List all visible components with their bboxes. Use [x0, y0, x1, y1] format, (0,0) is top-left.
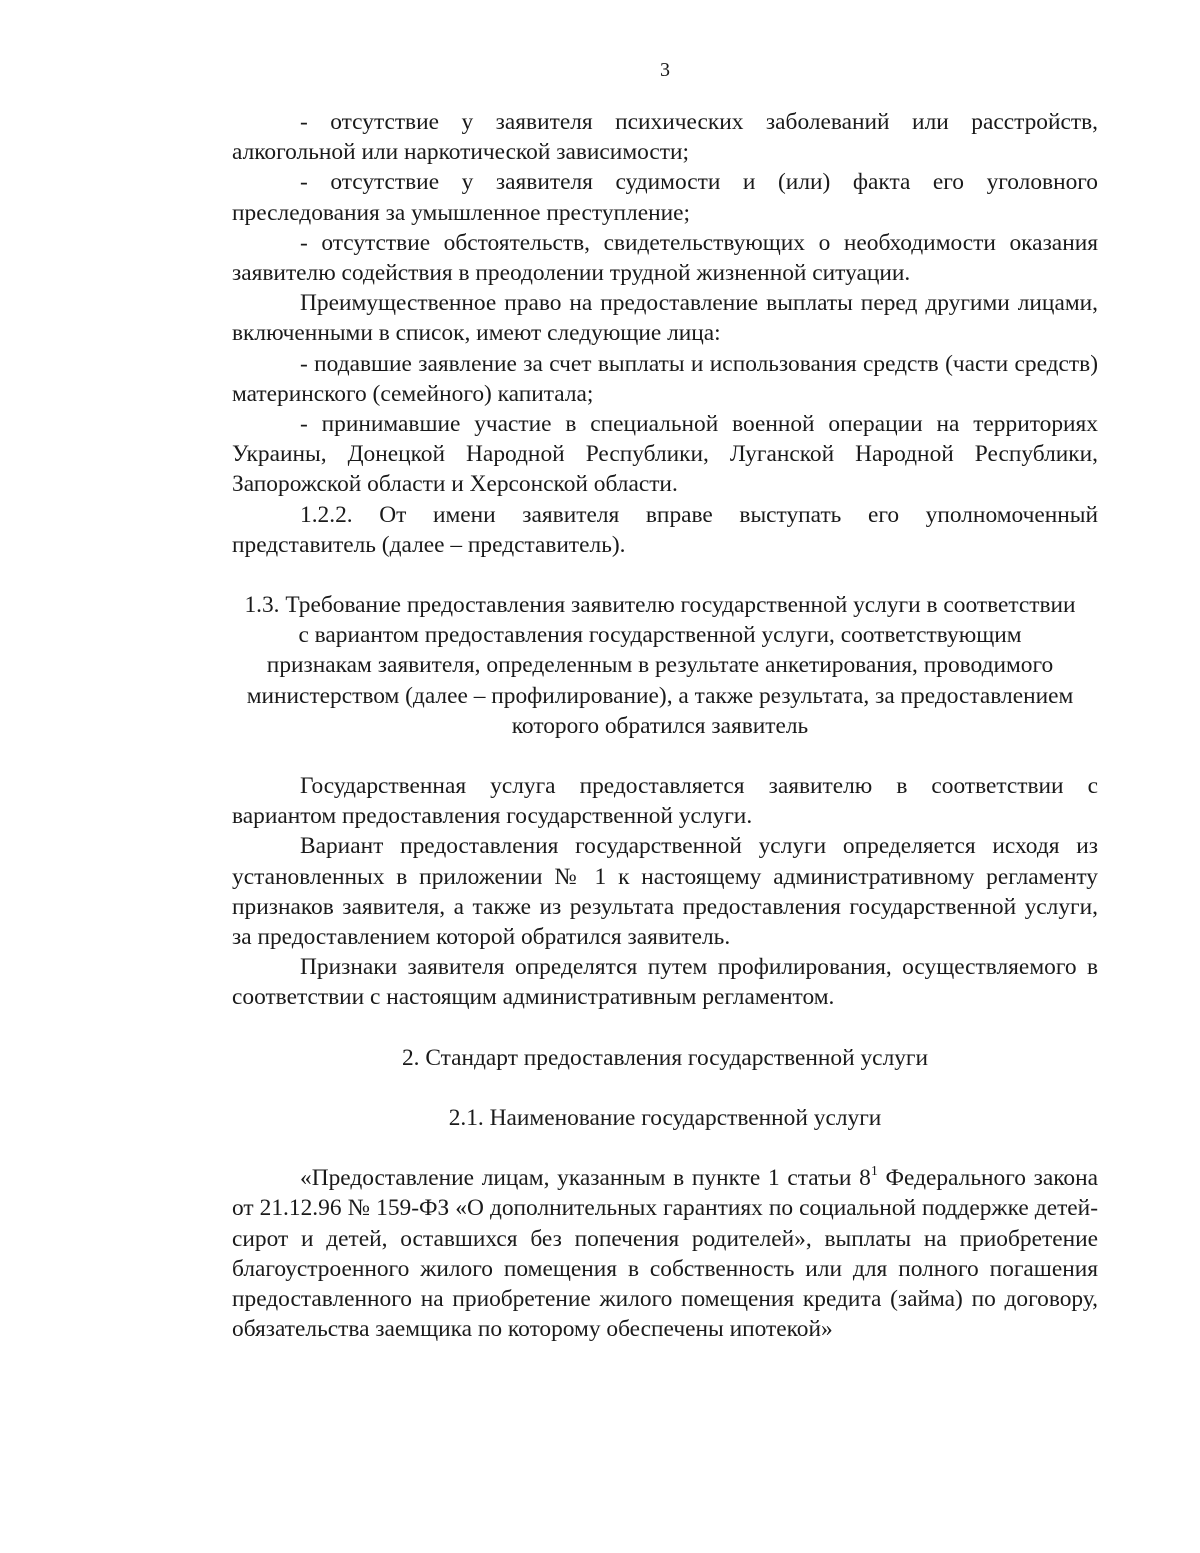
- document-body: [232, 107, 1098, 1344]
- section-heading-1-3: [232, 590, 1098, 741]
- service-name-superscript: 1: [870, 1164, 878, 1180]
- heading-section-2: 2. Стандарт предоставления государственной услуги: [401, 1044, 929, 1071]
- paragraph-representative: 1.2.2. От имени заявителя вправе выступать его уполномоченный представитель (далее – представитель).: [232, 501, 1098, 558]
- heading-1-3: 1.3. Требование предоставления заявителю государственной услуги в соответствии с вариантом предоставления государственной услуги, соответствующим признакам заявителя, определенным в результате анкетирования, проводимого министерством (далее – профилирование), а также результата, за предоставлением которого обратился заявитель: [244, 592, 1076, 739]
- paragraph-no-mental-illness: - отсутствие у заявителя психических заболеваний или расстройств, алкогольной или наркотической зависимости;: [232, 109, 1098, 166]
- paragraph-priority-right: Преимущественное право на предоставление выплаты перед другими лицами, включенными в список, имеют следующие лица:: [232, 290, 1098, 347]
- paragraph-applicant-criteria: Признаки заявителя определятся путем профилирования, осуществляемого в соответствии с настоящим административным регламентом.: [232, 954, 1098, 1011]
- heading-section-2-1: 2.1. Наименование государственной услуги: [448, 1104, 882, 1131]
- paragraph-no-hardship: - отсутствие обстоятельств, свидетельствующих о необходимости оказания заявителю содействия в преодолении трудной жизненной ситуации.: [232, 229, 1098, 287]
- service-name-part2: Федерального закона от 21.12.96 № 159-ФЗ «О дополнительных гарантиях по социальной поддержке детей-сирот и детей, оставшихся без попечения родителей», выплаты на приобретение благоустроенного жилого помещения в собственность или для полного погашения предоставленного на приобретение жилого помещения кредита (займа) по договору, обязательства заемщика по которому обеспечены ипотекой»: [232, 1165, 1098, 1343]
- paragraph-military-operation: - принимавшие участие в специальной военной операции на территориях Украины, Донецкой Народной Республики, Луганской Народной Республики, Запорожской области и Херсонской области.: [232, 411, 1098, 498]
- paragraph-service-name: [232, 1163, 1098, 1344]
- paragraph-service-variant: Государственная услуга предоставляется заявителю в соответствии с вариантом предоставления государственной услуги.: [232, 773, 1098, 830]
- service-name-part1: «Предоставление лицам, указанным в пункте 1 статьи 8: [300, 1165, 871, 1192]
- page-number: 3: [660, 59, 670, 81]
- paragraph-maternity-capital: - подавшие заявление за счет выплаты и использования средств (части средств) материнского (семейного) капитала;: [232, 350, 1098, 407]
- paragraph-variant-determination: Вариант предоставления государственной услуги определяется исходя из установленных в приложении № 1 к настоящему административному регламенту признаков заявителя, а также из результата предоставления государственной услуги, за предоставлением которой обратился заявитель.: [232, 833, 1098, 951]
- paragraph-no-criminal-record: - отсутствие у заявителя судимости и (или) факта его уголовного преследования за умышленное преступление;: [232, 169, 1098, 226]
